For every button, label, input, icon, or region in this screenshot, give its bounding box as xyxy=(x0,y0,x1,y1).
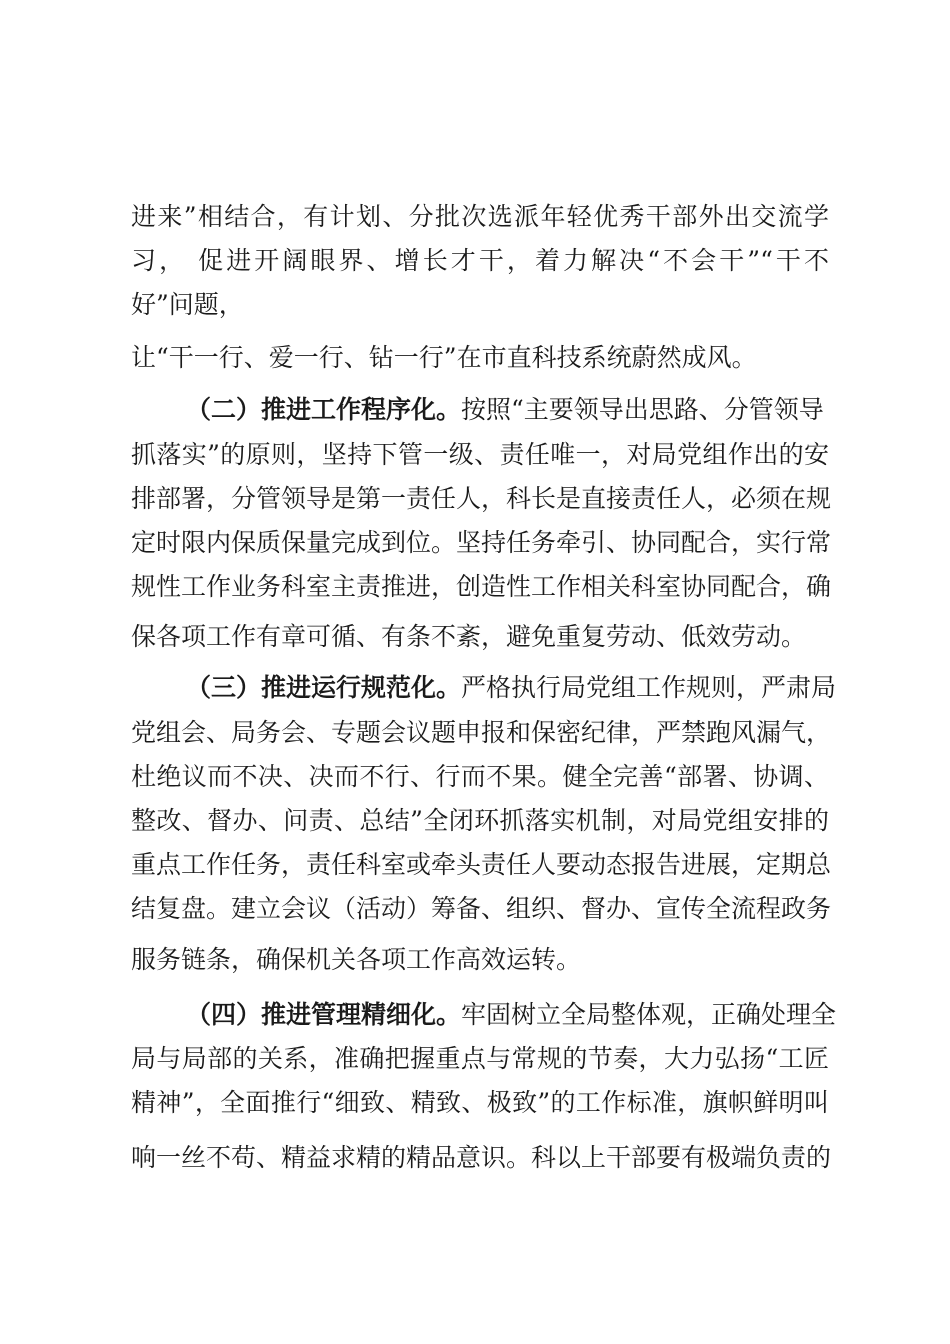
body-line: 响一丝不苟、精益求精的精品意识。科以上干部要有极端负责的 xyxy=(131,1143,832,1172)
body-line: 杜绝议而不决、决而不行、行而不果。健全完善“部署、协调、 xyxy=(131,762,829,791)
paragraph-3-first-line xyxy=(186,672,837,704)
body-line: 保各项工作有章可循、有条不紊，避免重复劳动、低效劳动。 xyxy=(131,622,807,651)
body-text: 按照“主要领导出思路、分管领导 xyxy=(461,395,824,424)
body-line: 习， 促进开阔眼界、增长才干，着力解决“不会干”“干不 xyxy=(131,246,829,275)
body-line: 结复盘。建立会议（活动）筹备、组织、督办、宣传全流程政务 xyxy=(131,894,832,923)
section-heading-2: （二）推进工作程序化。 xyxy=(186,395,462,424)
body-text: 严格执行局党组工作规则，严肃局 xyxy=(461,673,837,702)
body-line: 局与局部的关系，准确把握重点与常规的节奏，大力弘扬“工匠 xyxy=(131,1044,829,1073)
section-heading-3: （三）推进运行规范化。 xyxy=(186,673,462,702)
body-line: 好”问题， xyxy=(131,290,244,319)
body-text: 牢固树立全局整体观，正确处理全 xyxy=(461,1000,837,1029)
body-line: 服务链条，确保机关各项工作高效运转。 xyxy=(131,945,582,974)
body-line: 定时限内保质保量完成到位。坚持任务牵引、协同配合，实行常 xyxy=(131,528,832,557)
body-line: 重点工作任务，责任科室或牵头责任人要动态报告进展，定期总 xyxy=(131,850,832,879)
body-line: 规性工作业务科室主责推进，创造性工作相关科室协同配合，确 xyxy=(131,572,832,601)
paragraph-2-first-line xyxy=(186,394,829,426)
body-line: 进来”相结合，有计划、分批次选派年轻优秀干部外出交流学 xyxy=(131,202,829,231)
section-heading-4: （四）推进管理精细化。 xyxy=(186,1000,462,1029)
body-line: 精神”，全面推行“细致、精致、极致”的工作标准，旗帜鲜明叫 xyxy=(131,1088,829,1117)
body-line: 排部署，分管领导是第一责任人，科长是直接责任人，必须在规 xyxy=(131,484,832,513)
body-line: 让“干一行、爱一行、钻一行”在市直科技系统蔚然成风。 xyxy=(131,343,757,372)
paragraph-4-first-line xyxy=(186,999,837,1031)
body-line: 整改、督办、问责、总结”全闭环抓落实机制，对局党组安排的 xyxy=(131,806,829,835)
body-line: 抓落实”的原则，坚持下管一级、责任唯一，对局党组作出的安 xyxy=(131,440,829,469)
body-line: 党组会、局务会、专题会议题申报和保密纪律，严禁跑风漏气， xyxy=(131,718,832,747)
